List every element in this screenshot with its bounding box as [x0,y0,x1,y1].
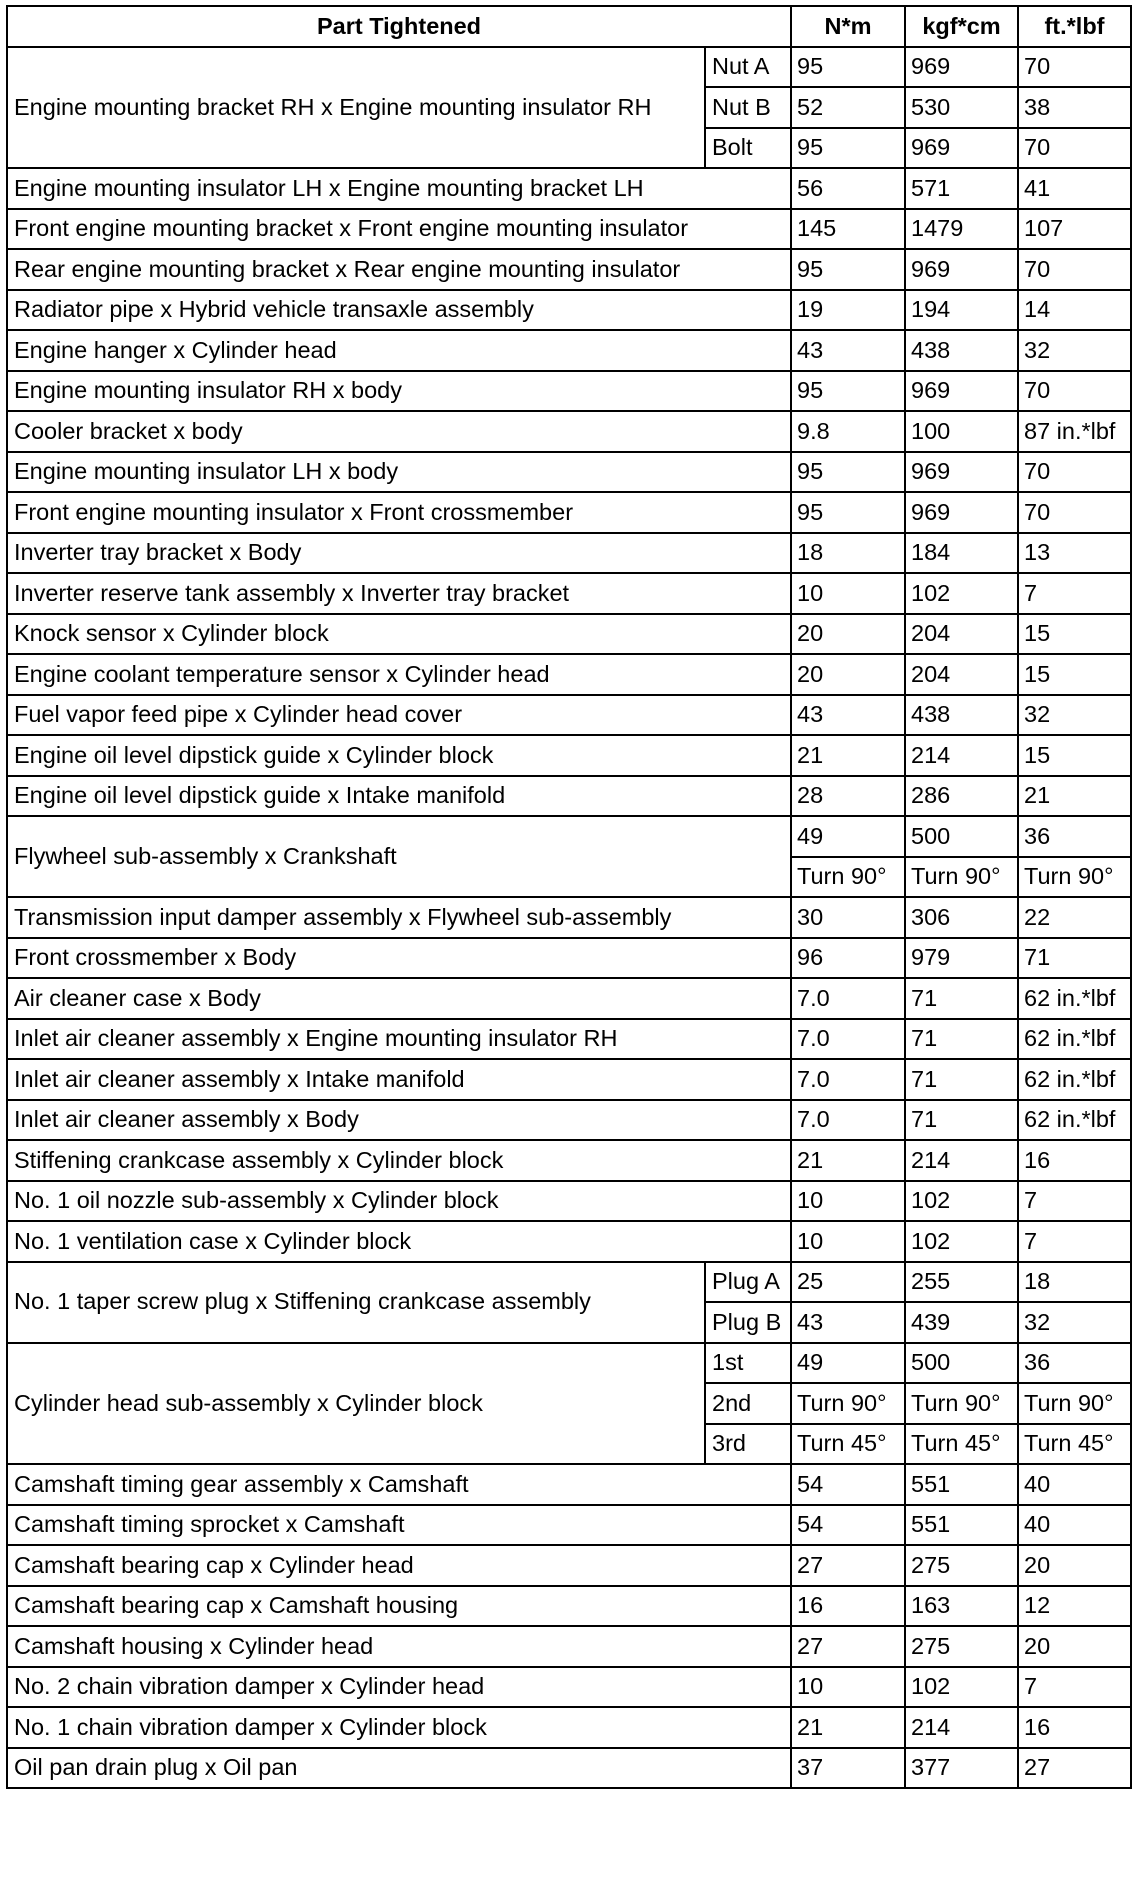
part-name: Cylinder head sub-assembly x Cylinder block [7,1343,705,1465]
torque-kgf-cm: 286 [905,776,1018,817]
torque-ft-lbf: 87 in.*lbf [1018,411,1131,452]
torque-nm: 10 [791,573,905,614]
torque-ft-lbf: 27 [1018,1748,1131,1789]
torque-ft-lbf: 16 [1018,1707,1131,1748]
part-name: Radiator pipe x Hybrid vehicle transaxle assembly [7,290,791,331]
torque-nm: 27 [791,1545,905,1586]
torque-ft-lbf: 16 [1018,1140,1131,1181]
torque-ft-lbf: 7 [1018,1221,1131,1262]
torque-specification-table [6,5,1132,1789]
part-name: Inverter tray bracket x Body [7,533,791,574]
header-nm: N*m [791,6,905,47]
part-name: Engine mounting insulator LH x Engine mounting bracket LH [7,168,791,209]
torque-nm: 18 [791,533,905,574]
torque-kgf-cm: 438 [905,330,1018,371]
part-name: Engine mounting insulator LH x body [7,452,791,493]
torque-kgf-cm: 969 [905,492,1018,533]
torque-ft-lbf: 22 [1018,897,1131,938]
torque-nm: 95 [791,492,905,533]
torque-kgf-cm: 275 [905,1545,1018,1586]
table-row [7,330,1131,371]
torque-kgf-cm: 551 [905,1464,1018,1505]
torque-kgf-cm: 306 [905,897,1018,938]
torque-nm: 43 [791,330,905,371]
part-name: Engine mounting bracket RH x Engine mounting insulator RH [7,47,705,169]
table-header-row [7,6,1131,47]
table-row [7,533,1131,574]
torque-ft-lbf: 12 [1018,1586,1131,1627]
part-name: Fuel vapor feed pipe x Cylinder head cover [7,695,791,736]
torque-kgf-cm: 969 [905,371,1018,412]
torque-ft-lbf: 62 in.*lbf [1018,1059,1131,1100]
part-name: No. 1 oil nozzle sub-assembly x Cylinder block [7,1181,791,1222]
torque-ft-lbf: 36 [1018,816,1131,857]
torque-nm: 19 [791,290,905,331]
torque-kgf-cm: 377 [905,1748,1018,1789]
table-row [7,816,1131,857]
table-row [7,1343,1131,1384]
sub-label: Nut A [705,47,791,88]
part-name: Front engine mounting bracket x Front engine mounting insulator [7,209,791,250]
torque-kgf-cm: 100 [905,411,1018,452]
torque-nm: 28 [791,776,905,817]
part-name: Inlet air cleaner assembly x Engine mounting insulator RH [7,1019,791,1060]
table-row [7,654,1131,695]
table-row [7,1545,1131,1586]
part-name: Rear engine mounting bracket x Rear engine mounting insulator [7,249,791,290]
table-row [7,1667,1131,1708]
part-name: Front engine mounting insulator x Front crossmember [7,492,791,533]
part-name: Camshaft timing sprocket x Camshaft [7,1505,791,1546]
torque-ft-lbf: 70 [1018,47,1131,88]
table-row [7,776,1131,817]
table-row [7,1586,1131,1627]
part-name: Camshaft housing x Cylinder head [7,1626,791,1667]
torque-kgf-cm: 184 [905,533,1018,574]
part-name: Engine coolant temperature sensor x Cylinder head [7,654,791,695]
torque-ft-lbf: 70 [1018,452,1131,493]
torque-nm: 25 [791,1262,905,1303]
torque-nm: 7.0 [791,1019,905,1060]
part-name: Cooler bracket x body [7,411,791,452]
torque-ft-lbf: 70 [1018,249,1131,290]
torque-nm: 10 [791,1667,905,1708]
torque-nm: 10 [791,1221,905,1262]
torque-kgf-cm: 500 [905,1343,1018,1384]
table-row [7,1626,1131,1667]
torque-kgf-cm: 102 [905,1667,1018,1708]
torque-ft-lbf: 40 [1018,1464,1131,1505]
table-row [7,1019,1131,1060]
table-row [7,47,1131,88]
torque-nm: 95 [791,128,905,169]
torque-ft-lbf: 14 [1018,290,1131,331]
table-row [7,168,1131,209]
part-name: Camshaft timing gear assembly x Camshaft [7,1464,791,1505]
torque-kgf-cm: 102 [905,573,1018,614]
torque-ft-lbf: 70 [1018,128,1131,169]
torque-kgf-cm: 969 [905,452,1018,493]
torque-ft-lbf: 21 [1018,776,1131,817]
torque-kgf-cm: 500 [905,816,1018,857]
torque-kgf-cm: 204 [905,614,1018,655]
torque-nm: 20 [791,654,905,695]
sub-label: 2nd [705,1383,791,1424]
torque-ft-lbf: 13 [1018,533,1131,574]
torque-nm: 21 [791,1707,905,1748]
table-row [7,1748,1131,1789]
part-name: No. 2 chain vibration damper x Cylinder head [7,1667,791,1708]
torque-nm: 54 [791,1505,905,1546]
torque-ft-lbf: Turn 90° [1018,1383,1131,1424]
sub-label: Bolt [705,128,791,169]
sub-label: Plug A [705,1262,791,1303]
part-name: Flywheel sub-assembly x Crankshaft [7,816,791,897]
torque-nm: 95 [791,371,905,412]
torque-nm: Turn 90° [791,857,905,898]
torque-nm: 95 [791,452,905,493]
torque-ft-lbf: 7 [1018,573,1131,614]
torque-ft-lbf: 18 [1018,1262,1131,1303]
torque-kgf-cm: 969 [905,249,1018,290]
torque-kgf-cm: 71 [905,1059,1018,1100]
torque-nm: 27 [791,1626,905,1667]
torque-ft-lbf: 107 [1018,209,1131,250]
table-row [7,978,1131,1019]
table-row [7,452,1131,493]
torque-nm: 49 [791,1343,905,1384]
torque-kgf-cm: 439 [905,1302,1018,1343]
torque-nm: 145 [791,209,905,250]
torque-kgf-cm: 102 [905,1221,1018,1262]
torque-ft-lbf: 38 [1018,87,1131,128]
torque-kgf-cm: 163 [905,1586,1018,1627]
part-name: Stiffening crankcase assembly x Cylinder block [7,1140,791,1181]
torque-kgf-cm: Turn 90° [905,857,1018,898]
table-row [7,1707,1131,1748]
part-name: Inverter reserve tank assembly x Inverter tray bracket [7,573,791,614]
torque-kgf-cm: 71 [905,1100,1018,1141]
torque-kgf-cm: 530 [905,87,1018,128]
torque-kgf-cm: 214 [905,1707,1018,1748]
torque-ft-lbf: 15 [1018,654,1131,695]
sub-label: 3rd [705,1424,791,1465]
torque-kgf-cm: 438 [905,695,1018,736]
table-row [7,209,1131,250]
torque-nm: 10 [791,1181,905,1222]
torque-kgf-cm: 102 [905,1181,1018,1222]
torque-kgf-cm: 551 [905,1505,1018,1546]
table-row [7,1100,1131,1141]
torque-nm: 43 [791,695,905,736]
torque-kgf-cm: 214 [905,1140,1018,1181]
torque-kgf-cm: 979 [905,938,1018,979]
torque-ft-lbf: 62 in.*lbf [1018,1019,1131,1060]
table-body [7,47,1131,1789]
torque-nm: 95 [791,47,905,88]
torque-nm: 96 [791,938,905,979]
torque-nm: 7.0 [791,978,905,1019]
torque-nm: 20 [791,614,905,655]
table-row [7,1505,1131,1546]
part-name: Knock sensor x Cylinder block [7,614,791,655]
table-row [7,573,1131,614]
header-ft-lbf: ft.*lbf [1018,6,1131,47]
table-row [7,938,1131,979]
torque-kgf-cm: 194 [905,290,1018,331]
torque-nm: 95 [791,249,905,290]
header-part-tightened: Part Tightened [7,6,791,47]
torque-ft-lbf: 32 [1018,330,1131,371]
table-row [7,1262,1131,1303]
part-name: No. 1 taper screw plug x Stiffening crankcase assembly [7,1262,705,1343]
part-name: Engine oil level dipstick guide x Intake manifold [7,776,791,817]
torque-ft-lbf: 36 [1018,1343,1131,1384]
torque-kgf-cm: 275 [905,1626,1018,1667]
torque-ft-lbf: 20 [1018,1626,1131,1667]
torque-ft-lbf: 70 [1018,371,1131,412]
torque-kgf-cm: 571 [905,168,1018,209]
part-name: Air cleaner case x Body [7,978,791,1019]
part-name: Oil pan drain plug x Oil pan [7,1748,791,1789]
part-name: Engine oil level dipstick guide x Cylinder block [7,735,791,776]
table-row [7,411,1131,452]
torque-ft-lbf: 71 [1018,938,1131,979]
torque-ft-lbf: 15 [1018,614,1131,655]
table-row [7,614,1131,655]
torque-nm: 52 [791,87,905,128]
torque-ft-lbf: 7 [1018,1181,1131,1222]
torque-kgf-cm: 969 [905,128,1018,169]
table-row [7,371,1131,412]
table-row [7,1140,1131,1181]
torque-kgf-cm: 214 [905,735,1018,776]
torque-kgf-cm: 1479 [905,209,1018,250]
torque-ft-lbf: 40 [1018,1505,1131,1546]
sub-label: 1st [705,1343,791,1384]
part-name: Engine mounting insulator RH x body [7,371,791,412]
torque-nm: 30 [791,897,905,938]
torque-kgf-cm: Turn 90° [905,1383,1018,1424]
part-name: No. 1 ventilation case x Cylinder block [7,1221,791,1262]
torque-ft-lbf: Turn 90° [1018,857,1131,898]
torque-nm: 49 [791,816,905,857]
table-row [7,1181,1131,1222]
torque-kgf-cm: 71 [905,978,1018,1019]
torque-nm: 9.8 [791,411,905,452]
torque-ft-lbf: 41 [1018,168,1131,209]
table-row [7,735,1131,776]
torque-kgf-cm: 204 [905,654,1018,695]
part-name: Inlet air cleaner assembly x Body [7,1100,791,1141]
torque-nm: 7.0 [791,1059,905,1100]
table-row [7,1059,1131,1100]
torque-nm: 16 [791,1586,905,1627]
part-name: Inlet air cleaner assembly x Intake manifold [7,1059,791,1100]
part-name: Engine hanger x Cylinder head [7,330,791,371]
part-name: Transmission input damper assembly x Flywheel sub-assembly [7,897,791,938]
torque-nm: 37 [791,1748,905,1789]
header-kgf-cm: kgf*cm [905,6,1018,47]
torque-ft-lbf: 7 [1018,1667,1131,1708]
torque-nm: Turn 90° [791,1383,905,1424]
sub-label: Nut B [705,87,791,128]
part-name: Front crossmember x Body [7,938,791,979]
table-row [7,249,1131,290]
torque-kgf-cm: 255 [905,1262,1018,1303]
table-row [7,897,1131,938]
table-row [7,1464,1131,1505]
table-row [7,290,1131,331]
torque-nm: 7.0 [791,1100,905,1141]
torque-ft-lbf: 62 in.*lbf [1018,1100,1131,1141]
torque-nm: Turn 45° [791,1424,905,1465]
table-row [7,492,1131,533]
torque-nm: 21 [791,1140,905,1181]
torque-nm: 21 [791,735,905,776]
table-row [7,695,1131,736]
part-name: Camshaft bearing cap x Cylinder head [7,1545,791,1586]
torque-ft-lbf: 62 in.*lbf [1018,978,1131,1019]
torque-kgf-cm: 969 [905,47,1018,88]
torque-kgf-cm: 71 [905,1019,1018,1060]
torque-nm: 54 [791,1464,905,1505]
torque-ft-lbf: 32 [1018,695,1131,736]
torque-ft-lbf: 20 [1018,1545,1131,1586]
torque-ft-lbf: 15 [1018,735,1131,776]
sub-label: Plug B [705,1302,791,1343]
torque-ft-lbf: 70 [1018,492,1131,533]
torque-kgf-cm: Turn 45° [905,1424,1018,1465]
torque-nm: 56 [791,168,905,209]
torque-nm: 43 [791,1302,905,1343]
torque-ft-lbf: 32 [1018,1302,1131,1343]
part-name: Camshaft bearing cap x Camshaft housing [7,1586,791,1627]
table-row [7,1221,1131,1262]
torque-ft-lbf: Turn 45° [1018,1424,1131,1465]
part-name: No. 1 chain vibration damper x Cylinder block [7,1707,791,1748]
